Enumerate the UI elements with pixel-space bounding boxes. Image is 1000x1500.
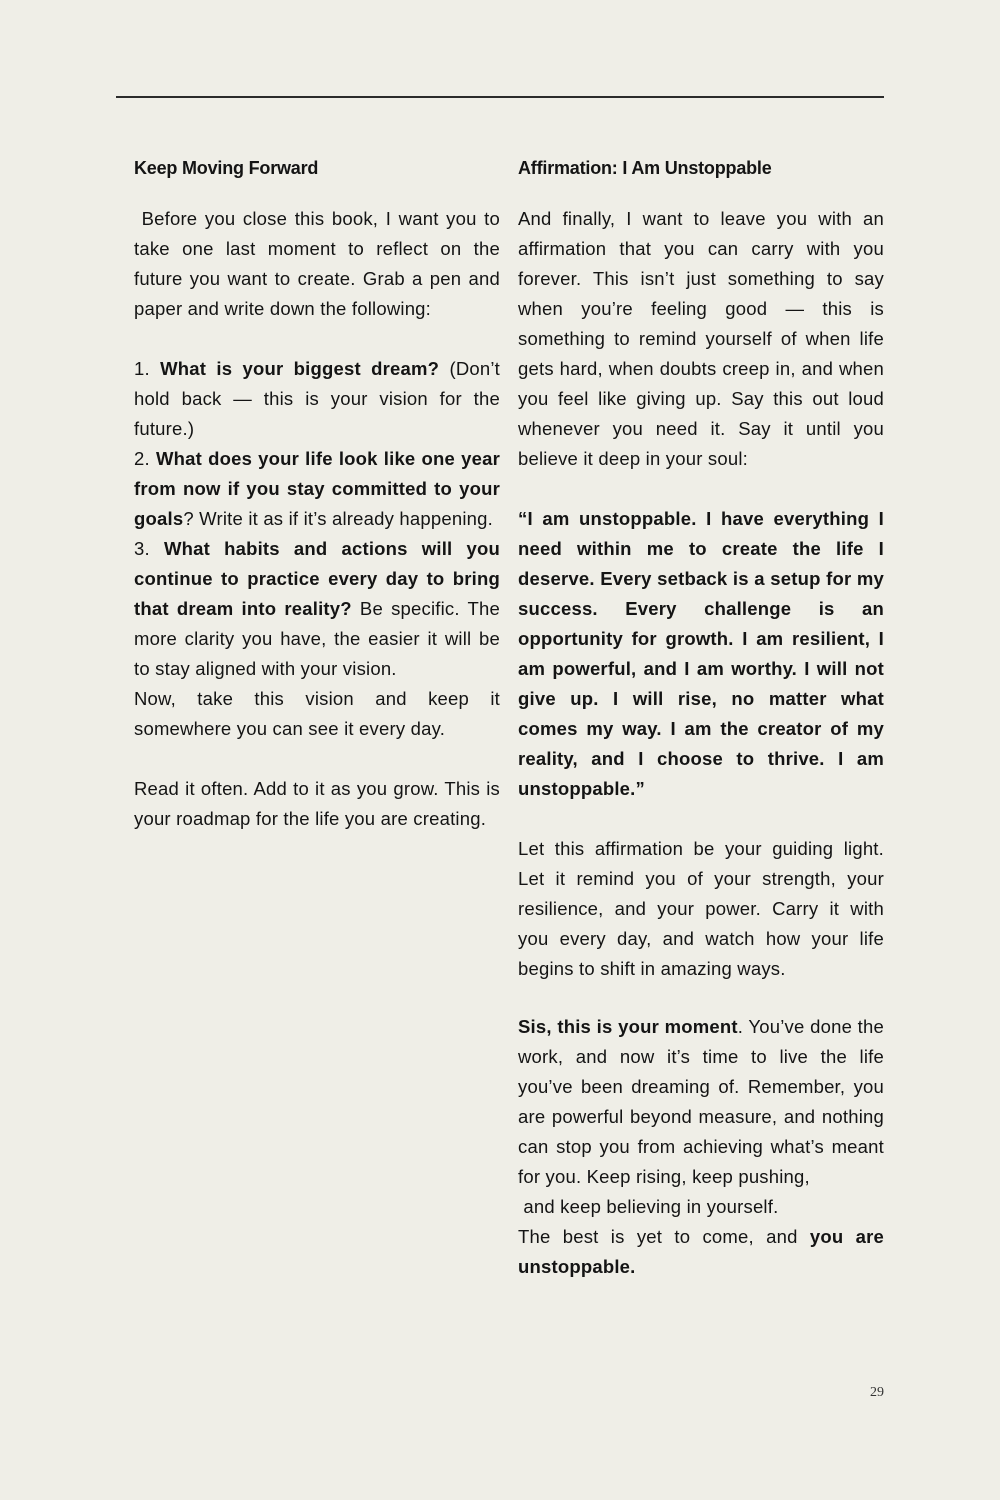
- list-item-3: [134, 534, 500, 684]
- left-column: [134, 156, 506, 834]
- moment-text: . You’ve done the work, and now it’s time to live the life you’ve been dreaming of. Remember, you are powerful beyond measure, and nothing can stop you from achieving what’s meant for you. Keep rising, keep pushing,: [518, 1016, 885, 1187]
- now-paragraph: Now, take this vision and keep it somewhere you can see it every day.: [134, 688, 500, 739]
- final-line: [518, 1222, 884, 1282]
- list-item-question: What habits and actions will you continue to practice every day to bring that dream into reality?: [134, 538, 500, 619]
- final-plain-text: The best is yet to come, and: [518, 1226, 810, 1247]
- affirmation-quote-text: “I am unstoppable. I have everything I need within me to create the life I deserve. Every setback is a setup for my success. Every challenge is an opportunity for growth. I am resilient, I am powerful, and I am worthy. I will not give up. I will rise, no matter what comes my way. I am the creator of my reality, and I choose to thrive. I am unstoppable.”: [518, 508, 884, 799]
- section-heading-affirmation: Affirmation: I Am Unstoppable: [518, 158, 772, 178]
- list-item-number: 1.: [134, 358, 161, 379]
- final-bold-text: you are unstoppable.: [518, 1226, 884, 1277]
- right-column: [518, 156, 884, 1282]
- list-item-number: 3.: [134, 538, 164, 559]
- keep-believing-line: and keep believing in yourself.: [518, 1196, 779, 1217]
- section-heading-keep-moving-forward: Keep Moving Forward: [134, 158, 319, 178]
- top-divider-line: [116, 96, 884, 98]
- moment-bold-text: Sis, this is your moment: [518, 1016, 738, 1037]
- list-item-note: Be specific. The more clarity you have, the easier it will be to stay aligned with your vision.: [134, 598, 500, 679]
- list-item-note: (Don’t hold back — this is your vision for the future.): [134, 358, 501, 439]
- page-number: 29: [870, 1385, 884, 1400]
- closing-paragraph: Read it often. Add to it as you grow. This is your roadmap for the life you are creating.: [134, 778, 500, 829]
- affirmation-quote: [518, 504, 884, 804]
- intro-paragraph: Before you close this book, I want you to take one last moment to reflect on the future you want to create. Grab a pen and paper and write down the following:: [134, 208, 506, 319]
- affirmation-intro-paragraph: And finally, I want to leave you with an affirmation that you can carry with you forever. This isn’t just something to say when you’re feeling good — this is something to remind yourself of when life gets hard, when doubts creep in, and when you feel like giving up. Say this out loud whenever you need it. Say it until you believe it deep in your soul:: [518, 208, 884, 469]
- list-item-question: What does your life look like one year from now if you stay committed to your goals: [134, 448, 500, 529]
- moment-paragraph: [518, 1012, 884, 1192]
- list-item-number: 2.: [134, 448, 156, 469]
- guiding-light-paragraph: Let this affirmation be your guiding light. Let it remind you of your strength, your resilience, and your power. Carry it with you every day, and watch how your life begins to shift in amazing ways.: [518, 838, 884, 979]
- list-item-note: ? Write it as if it’s already happening.: [183, 508, 493, 529]
- list-item-question: What is your biggest dream?: [160, 358, 440, 379]
- list-item-1: [134, 354, 500, 444]
- list-item-2: [134, 444, 500, 534]
